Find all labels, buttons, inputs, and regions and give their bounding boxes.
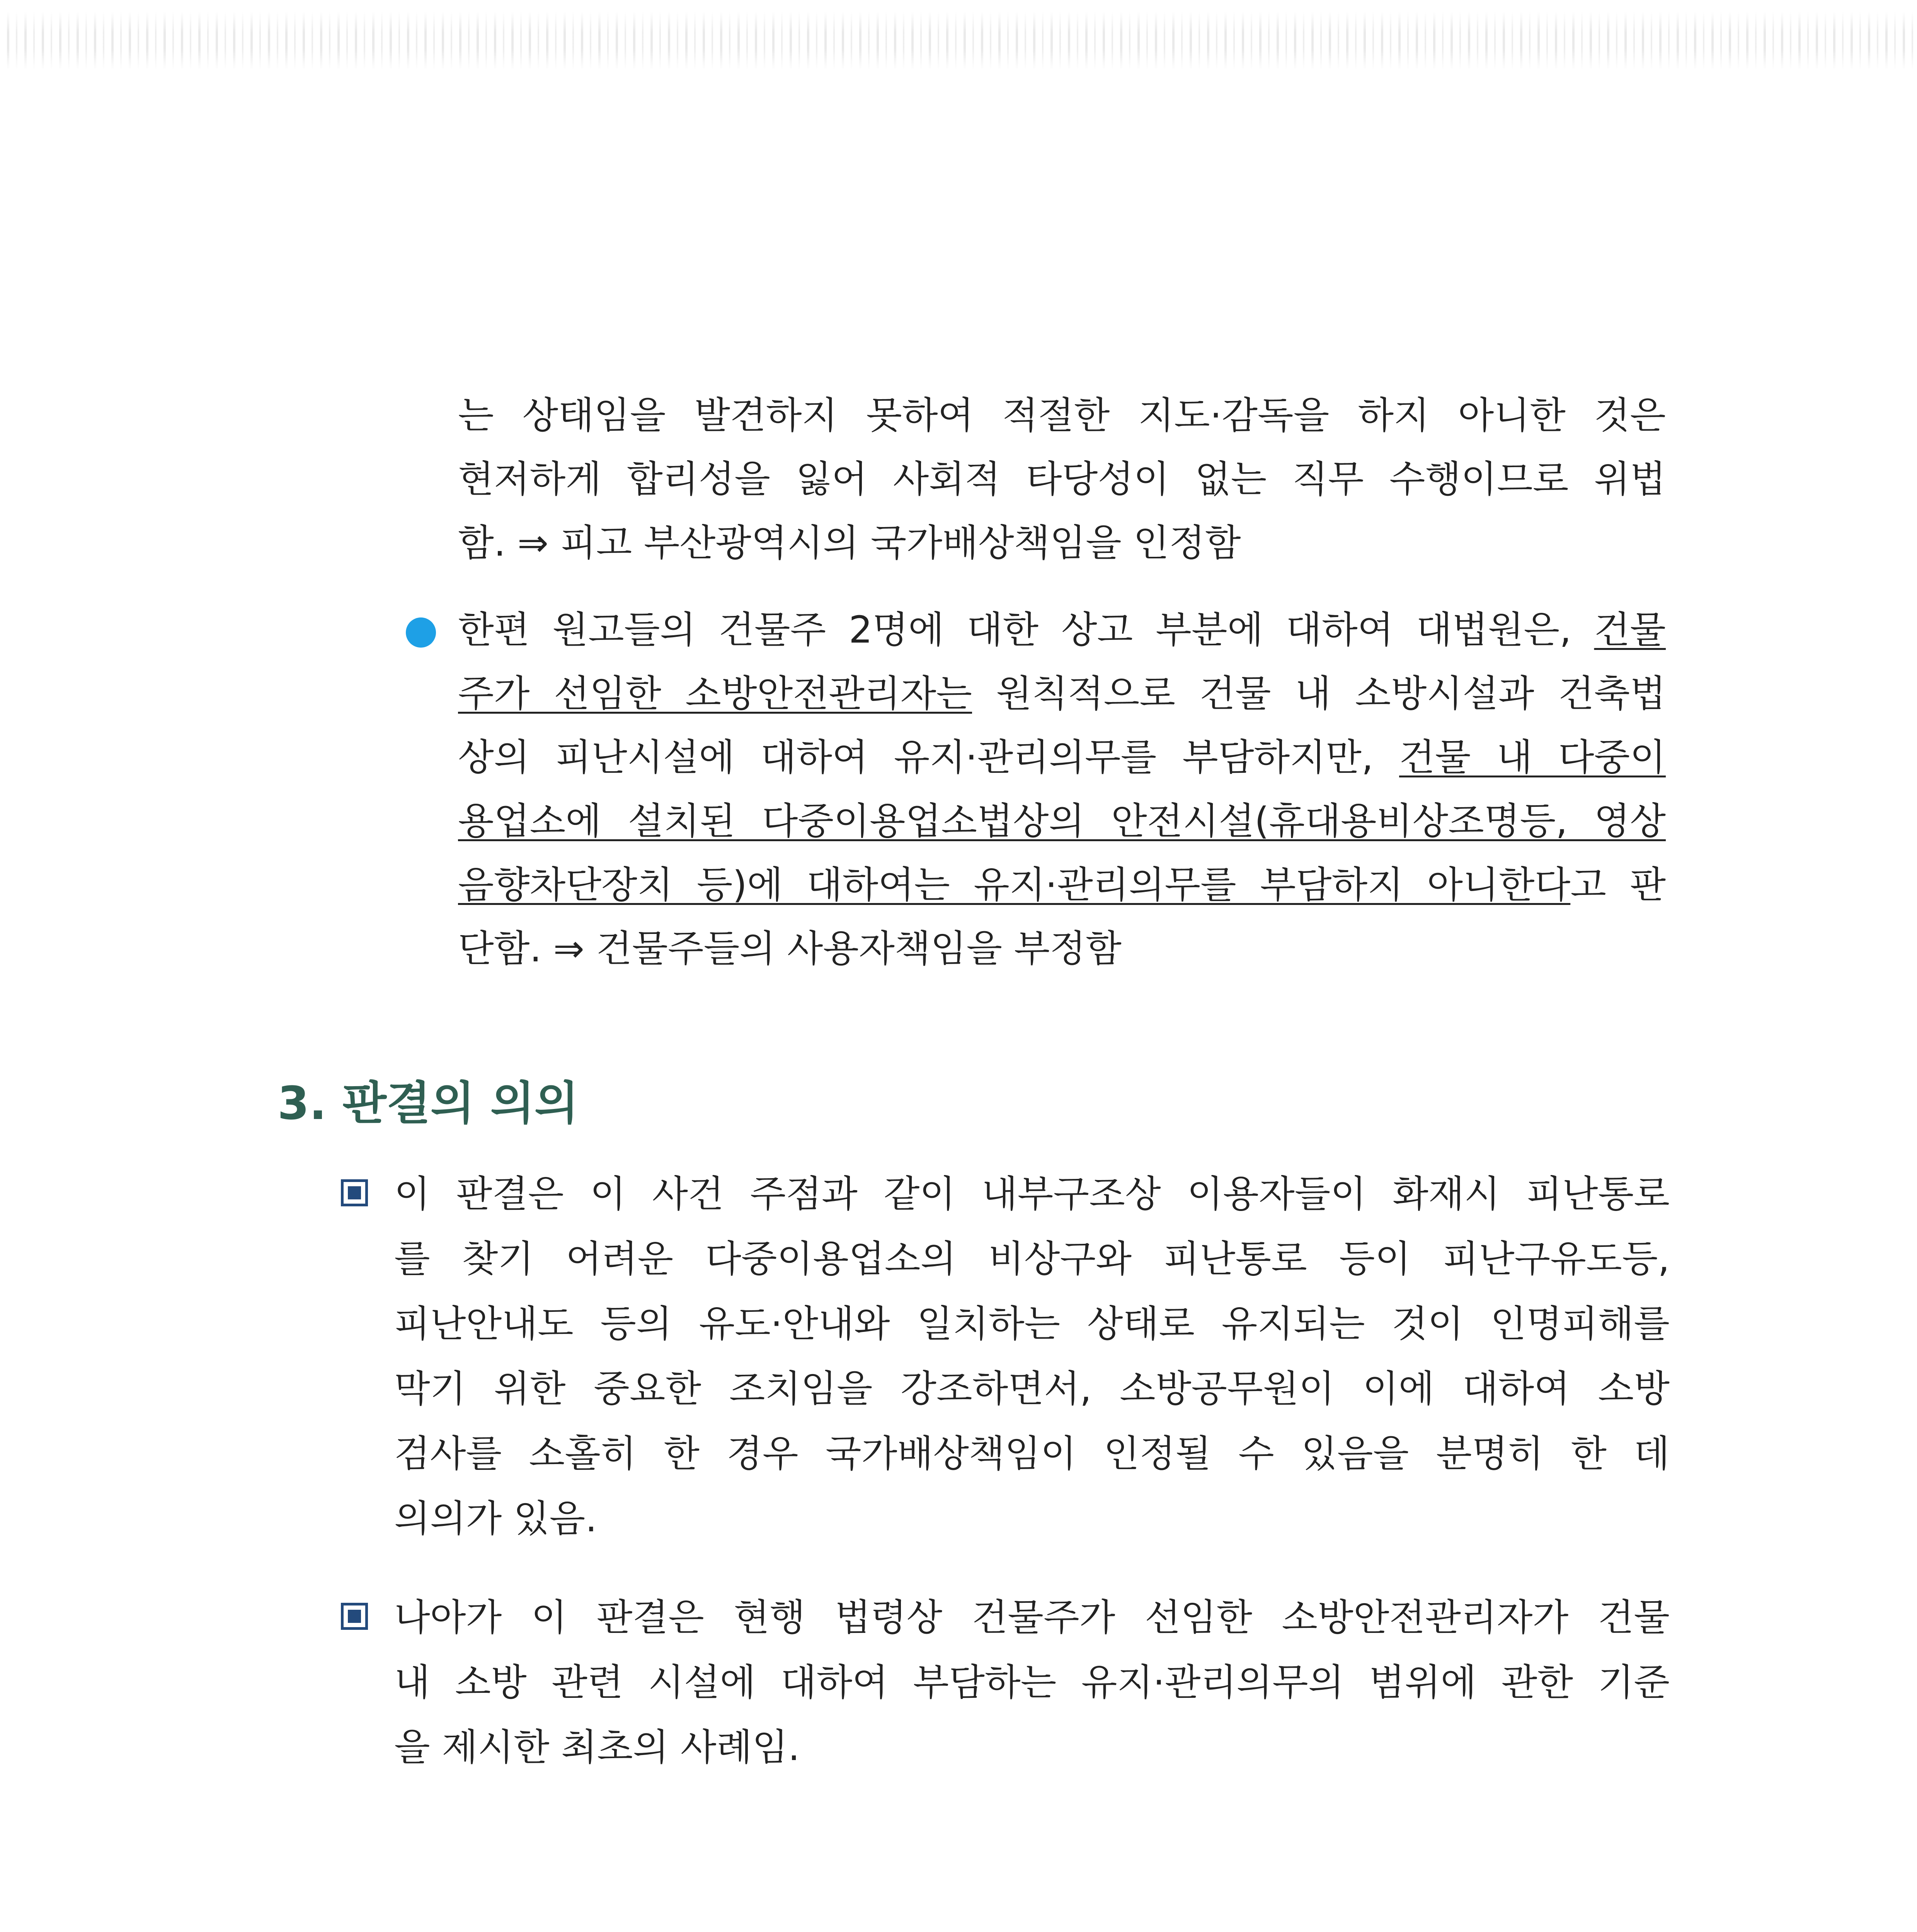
text-segment: 한편 원고들의 건물주 2명에 대한 상고 부분에 대하여 대법원은, xyxy=(458,608,1594,651)
text-segment: 원칙적으로 건물 내 소방시설과 건축법 xyxy=(972,672,1666,715)
square-bullet-icon xyxy=(341,1603,368,1630)
text-line xyxy=(458,670,1666,717)
text-line: 나아가 이 판결은 현행 법령상 건물주가 선임한 소방안전관리자가 건물 xyxy=(394,1596,1670,1639)
underlined-text: 용업소에 설치된 다중이용업소법상의 안전시설(휴대용비상조명등, 영상 xyxy=(458,799,1666,843)
text-line: 의의가 있음. xyxy=(394,1497,597,1540)
text-line: 검사를 소홀히 한 경우 국가배상책임이 인정될 수 있음을 분명히 한 데 xyxy=(394,1432,1670,1475)
circle-bullet-icon xyxy=(406,617,436,648)
underlined-text: 건물 xyxy=(1594,608,1666,651)
text-line: 단함. ⇒ 건물주들의 사용자책임을 부정함 xyxy=(458,927,1122,970)
text-segment: 고 판 xyxy=(1570,863,1666,906)
scan-noise xyxy=(0,12,1917,70)
text-line: 함. ⇒ 피고 부산광역시의 국가배상책임을 인정함 xyxy=(458,521,1241,565)
text-line: 는 상태임을 발견하지 못하여 적절한 지도·감독을 하지 아니한 것은 xyxy=(458,394,1666,437)
underlined-text: 음향차단장치 등)에 대하여는 유지·관리의무를 부담하지 아니한다 xyxy=(458,863,1571,906)
text-line xyxy=(458,734,1666,781)
text-line: 를 찾기 어려운 다중이용업소의 비상구와 피난통로 등이 피난구유도등, xyxy=(394,1237,1670,1281)
underlined-text: 건물 내 다중이 xyxy=(1399,736,1666,779)
text-line: 현저하게 합리성을 잃어 사회적 타당성이 없는 직무 수행이므로 위법 xyxy=(458,457,1666,501)
text-line: 이 판결은 이 사건 주점과 같이 내부구조상 이용자들이 화재시 피난통로 xyxy=(394,1172,1670,1216)
text-segment: 상의 피난시설에 대하여 유지·관리의무를 부담하지만, xyxy=(458,736,1399,779)
text-line: 막기 위한 중요한 조치임을 강조하면서, 소방공무원이 이에 대하여 소방 xyxy=(394,1367,1670,1410)
square-bullet-icon xyxy=(341,1179,368,1206)
text-line xyxy=(458,607,1666,653)
text-line: 피난안내도 등의 유도·안내와 일치하는 상태로 유지되는 것이 인명피해를 xyxy=(394,1302,1670,1345)
text-line xyxy=(458,798,1666,844)
text-line xyxy=(458,862,1666,908)
underlined-text: 주가 선임한 소방안전관리자는 xyxy=(458,672,972,715)
text-line: 을 제시한 최초의 사례임. xyxy=(394,1726,800,1769)
text-line: 내 소방 관련 시설에 대하여 부담하는 유지·관리의무의 범위에 관한 기준 xyxy=(394,1661,1670,1704)
section-heading: 3. 판결의 의의 xyxy=(278,1077,579,1130)
